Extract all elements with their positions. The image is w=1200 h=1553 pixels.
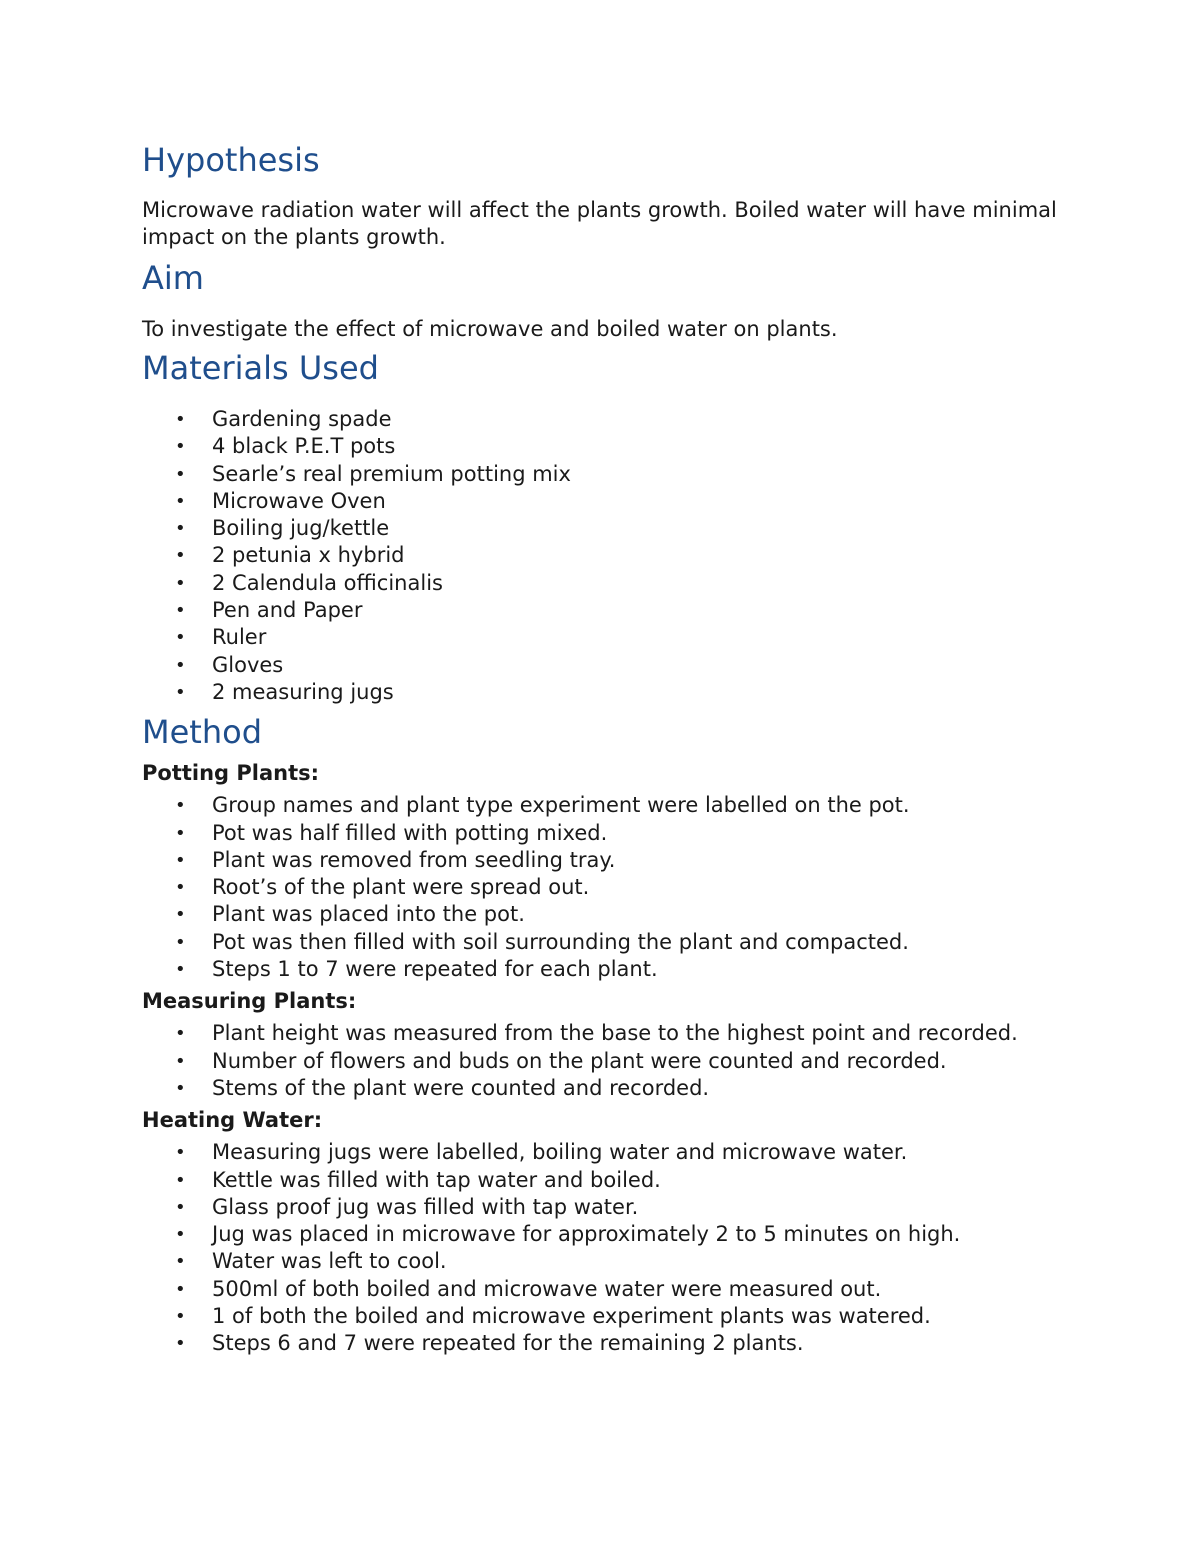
list-item-text: Gloves xyxy=(212,652,284,677)
list-item xyxy=(142,1221,1062,1248)
list-item xyxy=(142,570,1062,597)
list-item-text: Water was left to cool. xyxy=(212,1249,447,1274)
list-item xyxy=(142,624,1062,651)
bullet-icon: • xyxy=(175,1224,186,1246)
bullet-icon: • xyxy=(175,1306,186,1328)
list-item-text: Pot was then filled with soil surrounding the plant and compacted. xyxy=(212,929,909,954)
potting-plants-subheading: Potting Plants: xyxy=(142,761,320,786)
list-item xyxy=(142,461,1062,488)
list-item xyxy=(142,1303,1062,1330)
list-item-text: Kettle was filled with tap water and boiled. xyxy=(212,1167,661,1192)
heating-steps-list xyxy=(142,1139,1062,1357)
bullet-icon: • xyxy=(175,959,186,981)
bullet-icon: • xyxy=(175,572,186,594)
list-item xyxy=(142,1167,1062,1194)
list-item-text: 4 black P.E.T pots xyxy=(212,434,396,459)
list-item xyxy=(142,874,1062,901)
list-item-text: 2 petunia x hybrid xyxy=(212,543,405,568)
list-item xyxy=(142,1139,1062,1166)
list-item xyxy=(142,820,1062,847)
list-item-text: 2 measuring jugs xyxy=(212,679,394,704)
list-item-text: Steps 1 to 7 were repeated for each plant. xyxy=(212,957,658,982)
list-item-text: Pen and Paper xyxy=(212,598,363,623)
bullet-icon: • xyxy=(175,436,186,458)
list-item-text: Plant was removed from seedling tray. xyxy=(212,847,616,872)
list-item xyxy=(142,1075,1062,1102)
list-item xyxy=(142,929,1062,956)
list-item-text: Stems of the plant were counted and recorded. xyxy=(212,1075,710,1100)
potting-steps-list xyxy=(142,792,1062,983)
document-content xyxy=(142,140,1062,1358)
bullet-icon: • xyxy=(175,627,186,649)
list-item-text: Root’s of the plant were spread out. xyxy=(212,875,590,900)
bullet-icon: • xyxy=(175,409,186,430)
list-item-text: Number of flowers and buds on the plant were counted and recorded. xyxy=(212,1048,947,1073)
list-item-text: Jug was placed in microwave for approximately 2 to 5 minutes on high. xyxy=(212,1222,961,1247)
list-item-text: Measuring jugs were labelled, boiling water and microwave water. xyxy=(212,1140,908,1165)
bullet-icon: • xyxy=(175,877,186,899)
bullet-icon: • xyxy=(175,545,186,567)
bullet-icon: • xyxy=(175,904,186,926)
list-item-text: Boiling jug/kettle xyxy=(212,516,390,541)
list-item xyxy=(142,956,1062,983)
measuring-plants-subheading: Measuring Plants: xyxy=(142,989,357,1014)
list-item xyxy=(142,542,1062,569)
list-item-text: 2 Calendula officinalis xyxy=(212,570,443,595)
list-item xyxy=(142,433,1062,460)
list-item xyxy=(142,515,1062,542)
list-item-text: Glass proof jug was filled with tap water. xyxy=(212,1194,639,1219)
aim-text: To investigate the effect of microwave and boiled water on plants. xyxy=(142,317,838,341)
bullet-icon: • xyxy=(175,1251,186,1273)
heating-water-subheading: Heating Water: xyxy=(142,1108,323,1133)
list-item-text: Microwave Oven xyxy=(212,488,386,513)
bullet-icon: • xyxy=(175,490,186,512)
bullet-icon: • xyxy=(175,931,186,953)
bullet-icon: • xyxy=(175,1142,186,1164)
list-item-text: Pot was half filled with potting mixed. xyxy=(212,820,608,845)
materials-heading: Materials Used xyxy=(142,349,379,387)
list-item xyxy=(142,1048,1062,1075)
bullet-icon: • xyxy=(175,1196,186,1218)
method-heading: Method xyxy=(142,713,263,752)
list-item-text: Plant height was measured from the base to the highest point and recorded. xyxy=(212,1021,1018,1046)
bullet-icon: • xyxy=(175,654,186,676)
bullet-icon: • xyxy=(175,518,186,540)
list-item-text: Group names and plant type experiment were labelled on the pot. xyxy=(212,793,910,818)
list-item-text: Searle’s real premium potting mix xyxy=(212,461,571,486)
bullet-icon: • xyxy=(175,463,186,485)
list-item xyxy=(142,847,1062,874)
bullet-icon: • xyxy=(175,849,186,871)
aim-heading: Aim xyxy=(142,259,204,297)
list-item xyxy=(142,652,1062,679)
hypothesis-heading: Hypothesis xyxy=(142,141,320,179)
bullet-icon: • xyxy=(175,795,186,817)
list-item xyxy=(142,406,1062,433)
bullet-icon: • xyxy=(175,1023,186,1045)
list-item-text: Plant was placed into the pot. xyxy=(212,902,525,927)
list-item xyxy=(142,1330,1062,1357)
materials-list xyxy=(142,406,1062,706)
bullet-icon: • xyxy=(175,1169,186,1191)
list-item xyxy=(142,1194,1062,1221)
list-item xyxy=(142,1248,1062,1275)
list-item xyxy=(142,488,1062,515)
list-item xyxy=(142,1276,1062,1303)
list-item xyxy=(142,901,1062,928)
measuring-steps-list xyxy=(142,1020,1062,1102)
list-item xyxy=(142,1020,1062,1047)
list-item-text: Gardening spade xyxy=(212,407,392,431)
list-item xyxy=(142,679,1062,706)
bullet-icon: • xyxy=(175,681,186,703)
list-item-text: 500ml of both boiled and microwave water were measured out. xyxy=(212,1276,882,1301)
bullet-icon: • xyxy=(175,600,186,622)
bullet-icon: • xyxy=(175,822,186,844)
bullet-icon: • xyxy=(175,1278,186,1300)
bullet-icon: • xyxy=(175,1333,186,1355)
list-item xyxy=(142,597,1062,624)
list-item-text: Steps 6 and 7 were repeated for the remaining 2 plants. xyxy=(212,1331,804,1356)
hypothesis-text: Microwave radiation water will affect the plants growth. Boiled water will have minimal impact on the plants growth. xyxy=(142,198,1057,249)
list-item-text: 1 of both the boiled and microwave experiment plants was watered. xyxy=(212,1304,931,1329)
bullet-icon: • xyxy=(175,1077,186,1099)
list-item-text: Ruler xyxy=(212,625,267,650)
bullet-icon: • xyxy=(175,1050,186,1072)
list-item xyxy=(142,792,1062,819)
